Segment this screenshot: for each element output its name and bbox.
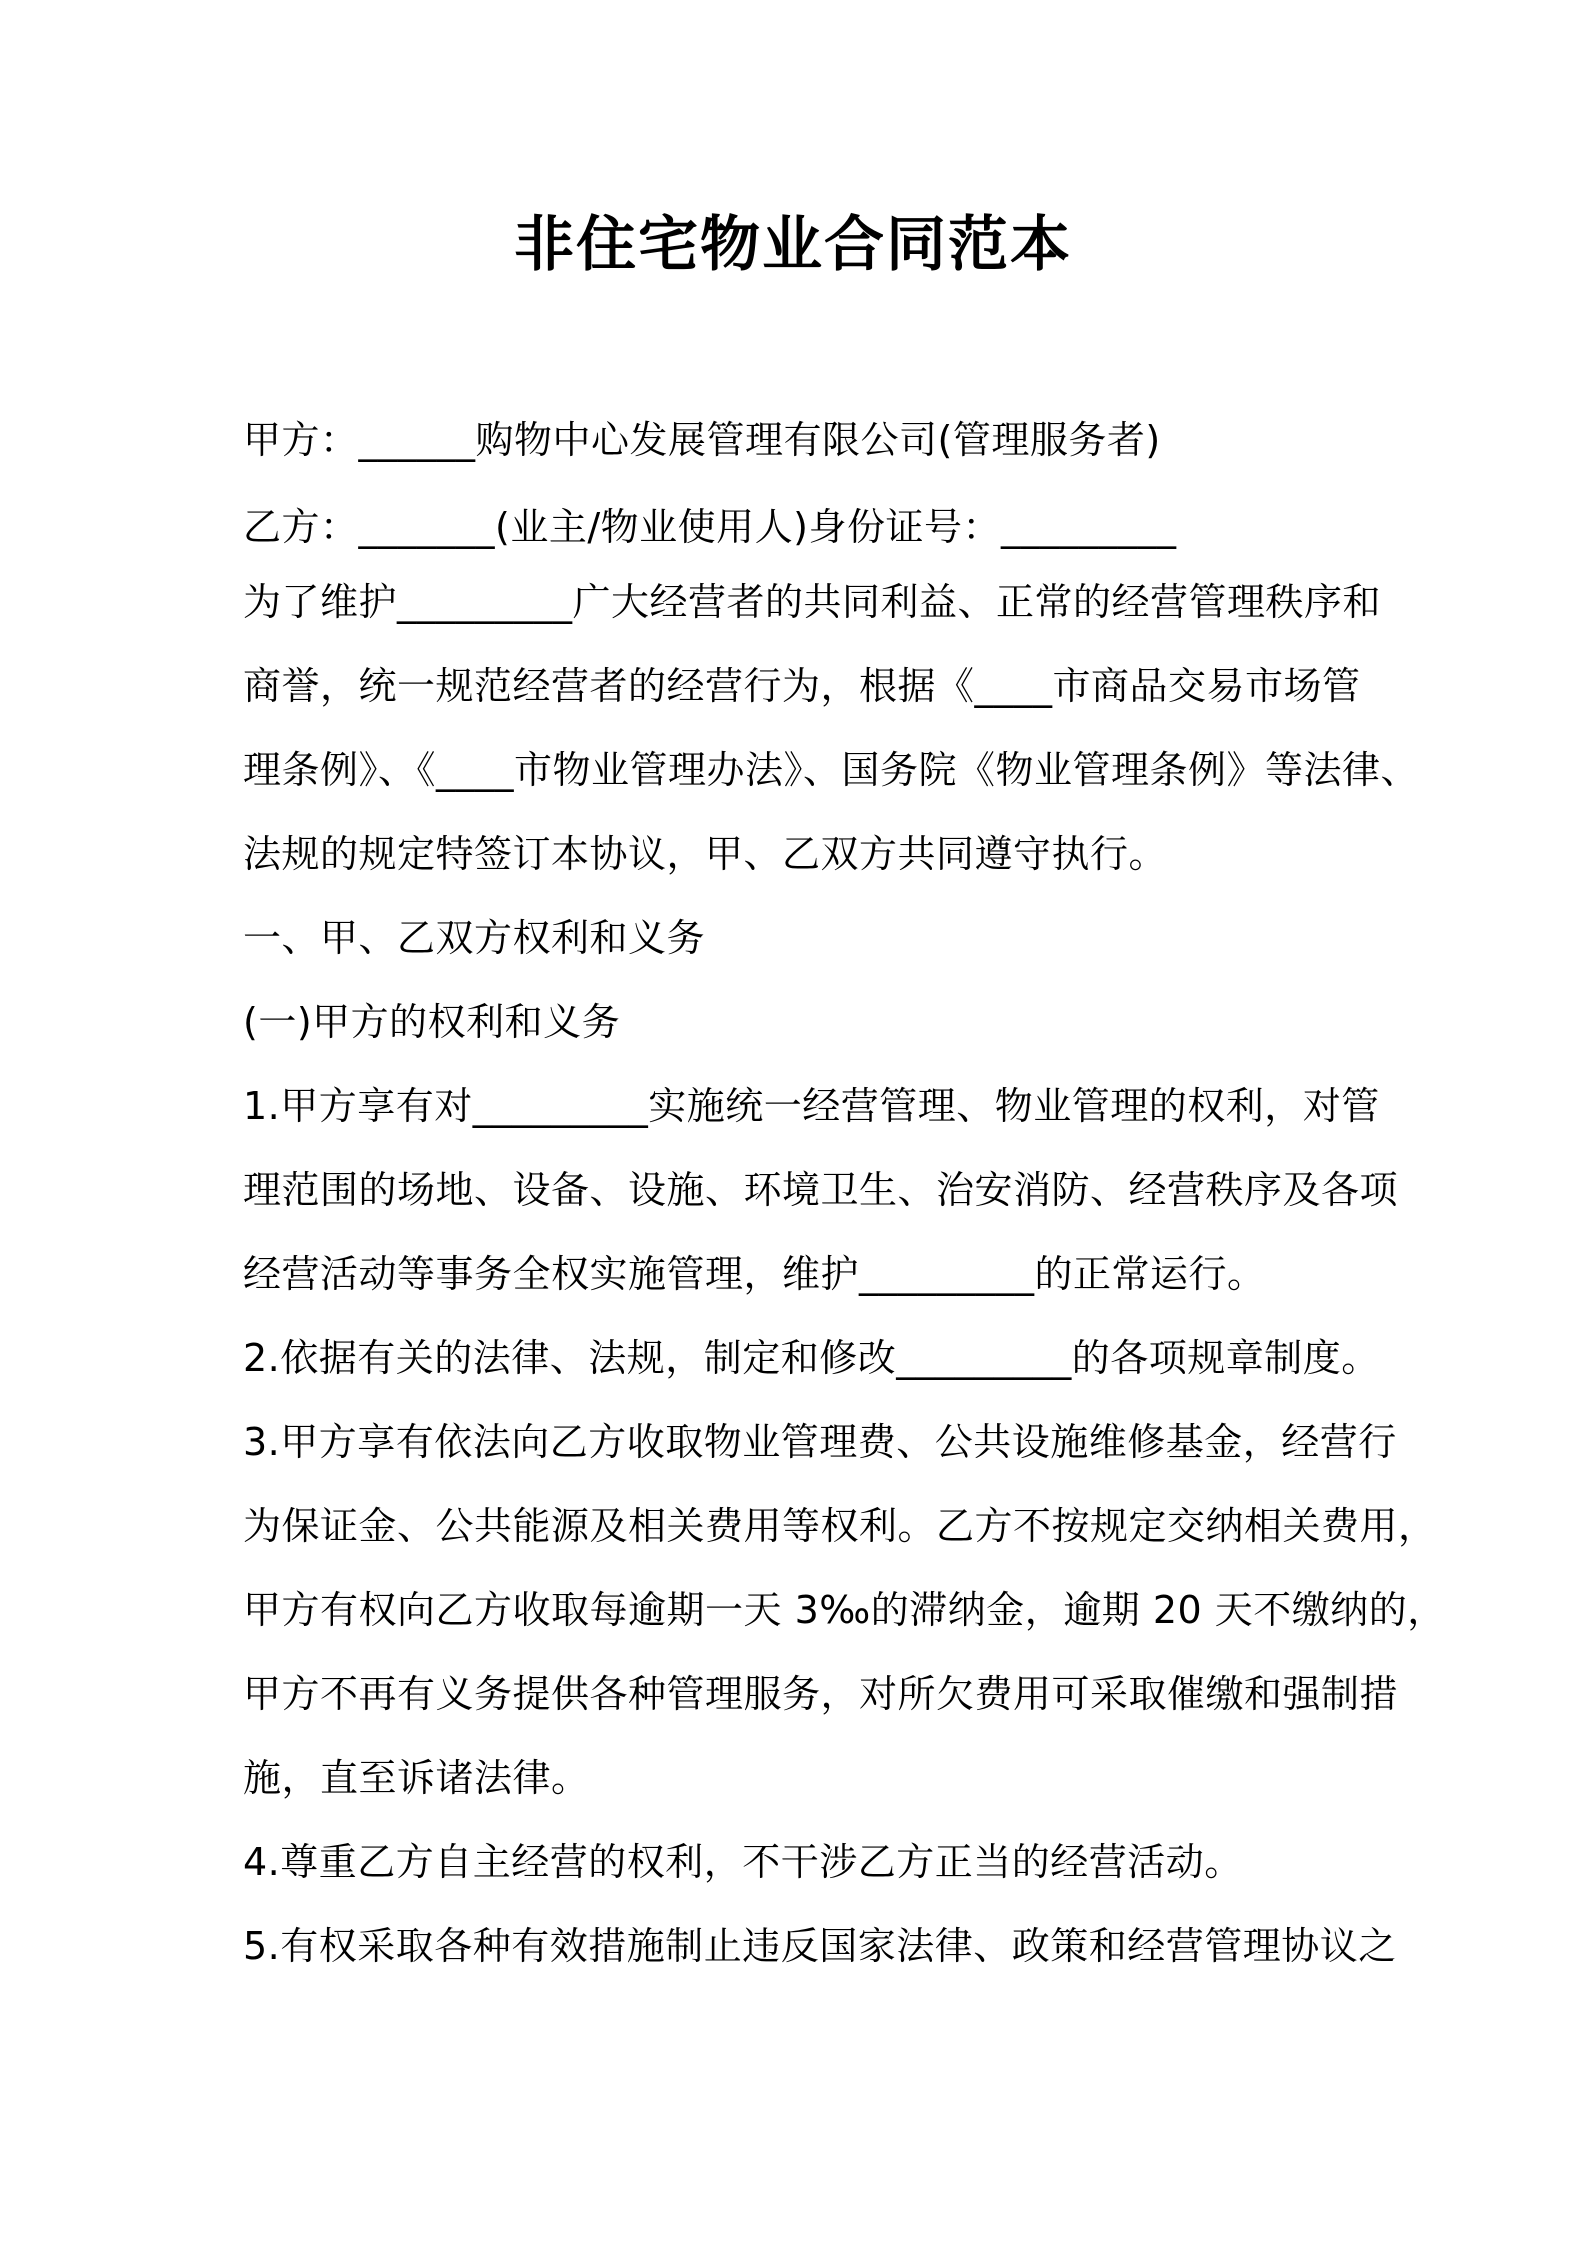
- subsection-heading: (一)甲方的权利和义务: [243, 1000, 621, 1044]
- clause-4-line-1: 4.尊重乙方自主经营的权利，不干涉乙方正当的经营活动。: [243, 1840, 1243, 1884]
- clause-1-line-2: 理范围的场地、设备、设施、环境卫生、治安消防、经营秩序及各项: [243, 1168, 1399, 1212]
- document-title: 非住宅物业合同范本: [514, 210, 1072, 280]
- clause-3-line-1: 3.甲方享有依法向乙方收取物业管理费、公共设施维修基金，经营行: [243, 1420, 1397, 1464]
- preamble-line-1: 为了维护_________广大经营者的共同利益、正常的经营管理秩序和: [243, 580, 1382, 624]
- clause-3-line-5: 施，直至诉诸法律。: [243, 1756, 590, 1800]
- clause-2-line-1: 2.依据有关的法律、法规，制定和修改_________的各项规章制度。: [243, 1336, 1380, 1380]
- clause-3-line-2: 为保证金、公共能源及相关费用等权利。乙方不按规定交纳相关费用，: [243, 1504, 1437, 1548]
- preamble-line-4: 法规的规定特签订本协议，甲、乙双方共同遵守执行。: [243, 832, 1168, 876]
- party-b-line: 乙方：_______(业主/物业使用人)身份证号：_________: [243, 505, 1177, 549]
- party-a-line: 甲方：______购物中心发展管理有限公司(管理服务者): [243, 418, 1161, 462]
- clause-3-line-3: 甲方有权向乙方收取每逾期一天 3‰的滞纳金，逾期 20 天不缴纳的，: [243, 1588, 1446, 1632]
- clause-3-line-4: 甲方不再有义务提供各种管理服务，对所欠费用可采取催缴和强制措: [243, 1672, 1399, 1716]
- section-heading: 一、甲、乙双方权利和义务: [243, 916, 706, 960]
- preamble-line-3: 理条例》、《____市物业管理办法》、国务院《物业管理条例》等法律、: [243, 748, 1420, 792]
- clause-1-line-3: 经营活动等事务全权实施管理，维护_________的正常运行。: [243, 1252, 1266, 1296]
- clause-5-line-1: 5.有权采取各种有效措施制止违反国家法律、政策和经营管理协议之: [243, 1924, 1397, 1968]
- clause-1-line-1: 1.甲方享有对_________实施统一经营管理、物业管理的权利，对管: [243, 1084, 1380, 1128]
- preamble-line-2: 商誉，统一规范经营者的经营行为，根据《____市商品交易市场管: [243, 664, 1361, 708]
